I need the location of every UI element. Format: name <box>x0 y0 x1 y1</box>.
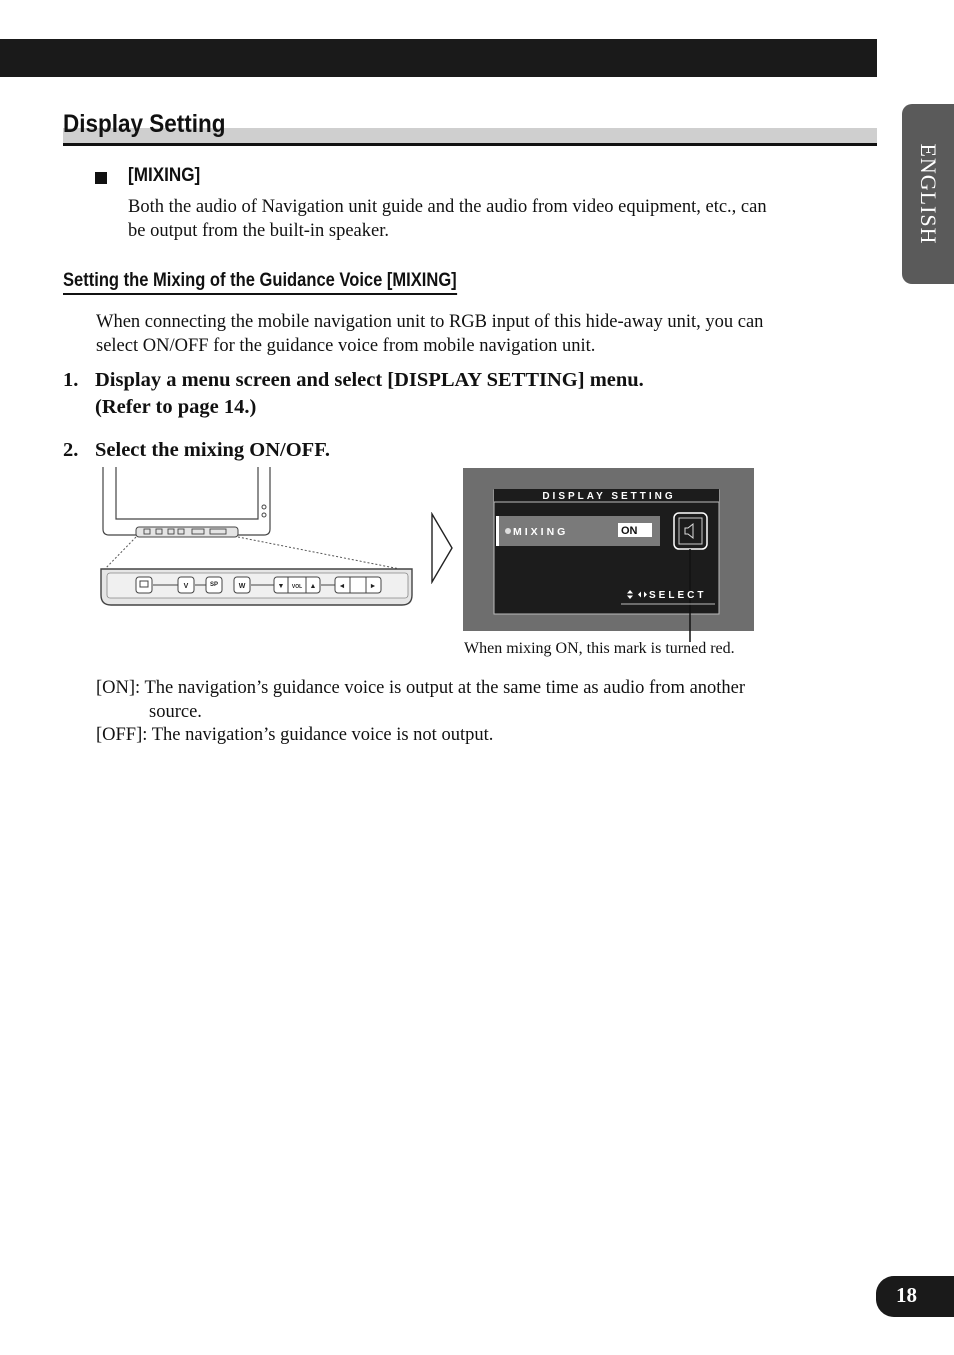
step-text: (Refer to page 14.) <box>95 396 257 418</box>
page-number: 18 <box>896 1283 917 1307</box>
step-text: Select the mixing ON/OFF. <box>95 439 330 461</box>
w-button-label: W <box>238 583 246 590</box>
monitor-housing <box>103 467 270 535</box>
seek-left-icon: ◄ <box>338 583 346 590</box>
header-bar <box>0 39 877 77</box>
sp-button-label: SP <box>209 582 219 588</box>
zoom-line <box>103 537 136 571</box>
subsection-intro-line: When connecting the mobile navigation unit to RGB input of this hide-away unit, you can <box>96 312 764 332</box>
option-on <box>96 676 856 724</box>
square-bullet-icon <box>95 172 107 184</box>
screen-menu-title: DISPLAY SETTING <box>542 491 676 502</box>
option-off-text: [OFF]: The navigation’s guidance voice is not output. <box>96 725 494 745</box>
screen-footer: SELECT <box>649 590 707 601</box>
mixing-heading: [MIXING] <box>128 165 201 186</box>
subsection-intro <box>96 310 763 358</box>
subsection-title: Setting the Mixing of the Guidance Voice [MIXING] <box>63 270 457 295</box>
monitor-button-strip <box>136 527 238 537</box>
vol-label: VOL <box>291 584 303 590</box>
screen-display <box>463 468 755 642</box>
step-number: 2. <box>63 439 79 461</box>
dial-icon <box>505 528 511 534</box>
vol-up-icon: ▲ <box>309 583 317 590</box>
section-title-rule <box>63 143 877 146</box>
speaker-icon <box>679 518 702 544</box>
mixing-description-line: Both the audio of Navigation unit guide and the audio from video equipment, etc., can <box>128 197 767 217</box>
seek-right-icon: ► <box>369 583 377 590</box>
zoom-line <box>238 537 410 571</box>
screen-button-icon[interactable] <box>136 577 152 593</box>
language-tab-label: ENGLISH <box>916 143 941 245</box>
mixing-description <box>128 195 767 243</box>
screen-caption: When mixing ON, this mark is turned red. <box>464 640 735 657</box>
vol-down-icon: ▼ <box>277 583 285 590</box>
mixing-value: ON <box>621 525 638 537</box>
v-button-label: V <box>183 583 189 590</box>
section-title: Display Setting <box>63 110 226 138</box>
step-number: 1. <box>63 369 79 391</box>
language-tab <box>902 104 954 284</box>
arrow-right-icon <box>430 512 456 584</box>
option-on-text-cont: source. <box>149 702 202 722</box>
option-off <box>96 723 493 747</box>
page-number-badge <box>876 1276 954 1317</box>
subsection-intro-line: select ON/OFF for the guidance voice from mobile navigation unit. <box>96 336 596 356</box>
mixing-row-label: MIXING <box>513 526 569 538</box>
option-on-text: [ON]: The navigation’s guidance voice is output at the same time as audio from another <box>96 678 746 698</box>
step-text: Display a menu screen and select [DISPLAY SETTING] menu. <box>95 369 644 391</box>
device-illustration <box>98 467 418 612</box>
mixing-description-line: be output from the built-in speaker. <box>128 221 389 241</box>
